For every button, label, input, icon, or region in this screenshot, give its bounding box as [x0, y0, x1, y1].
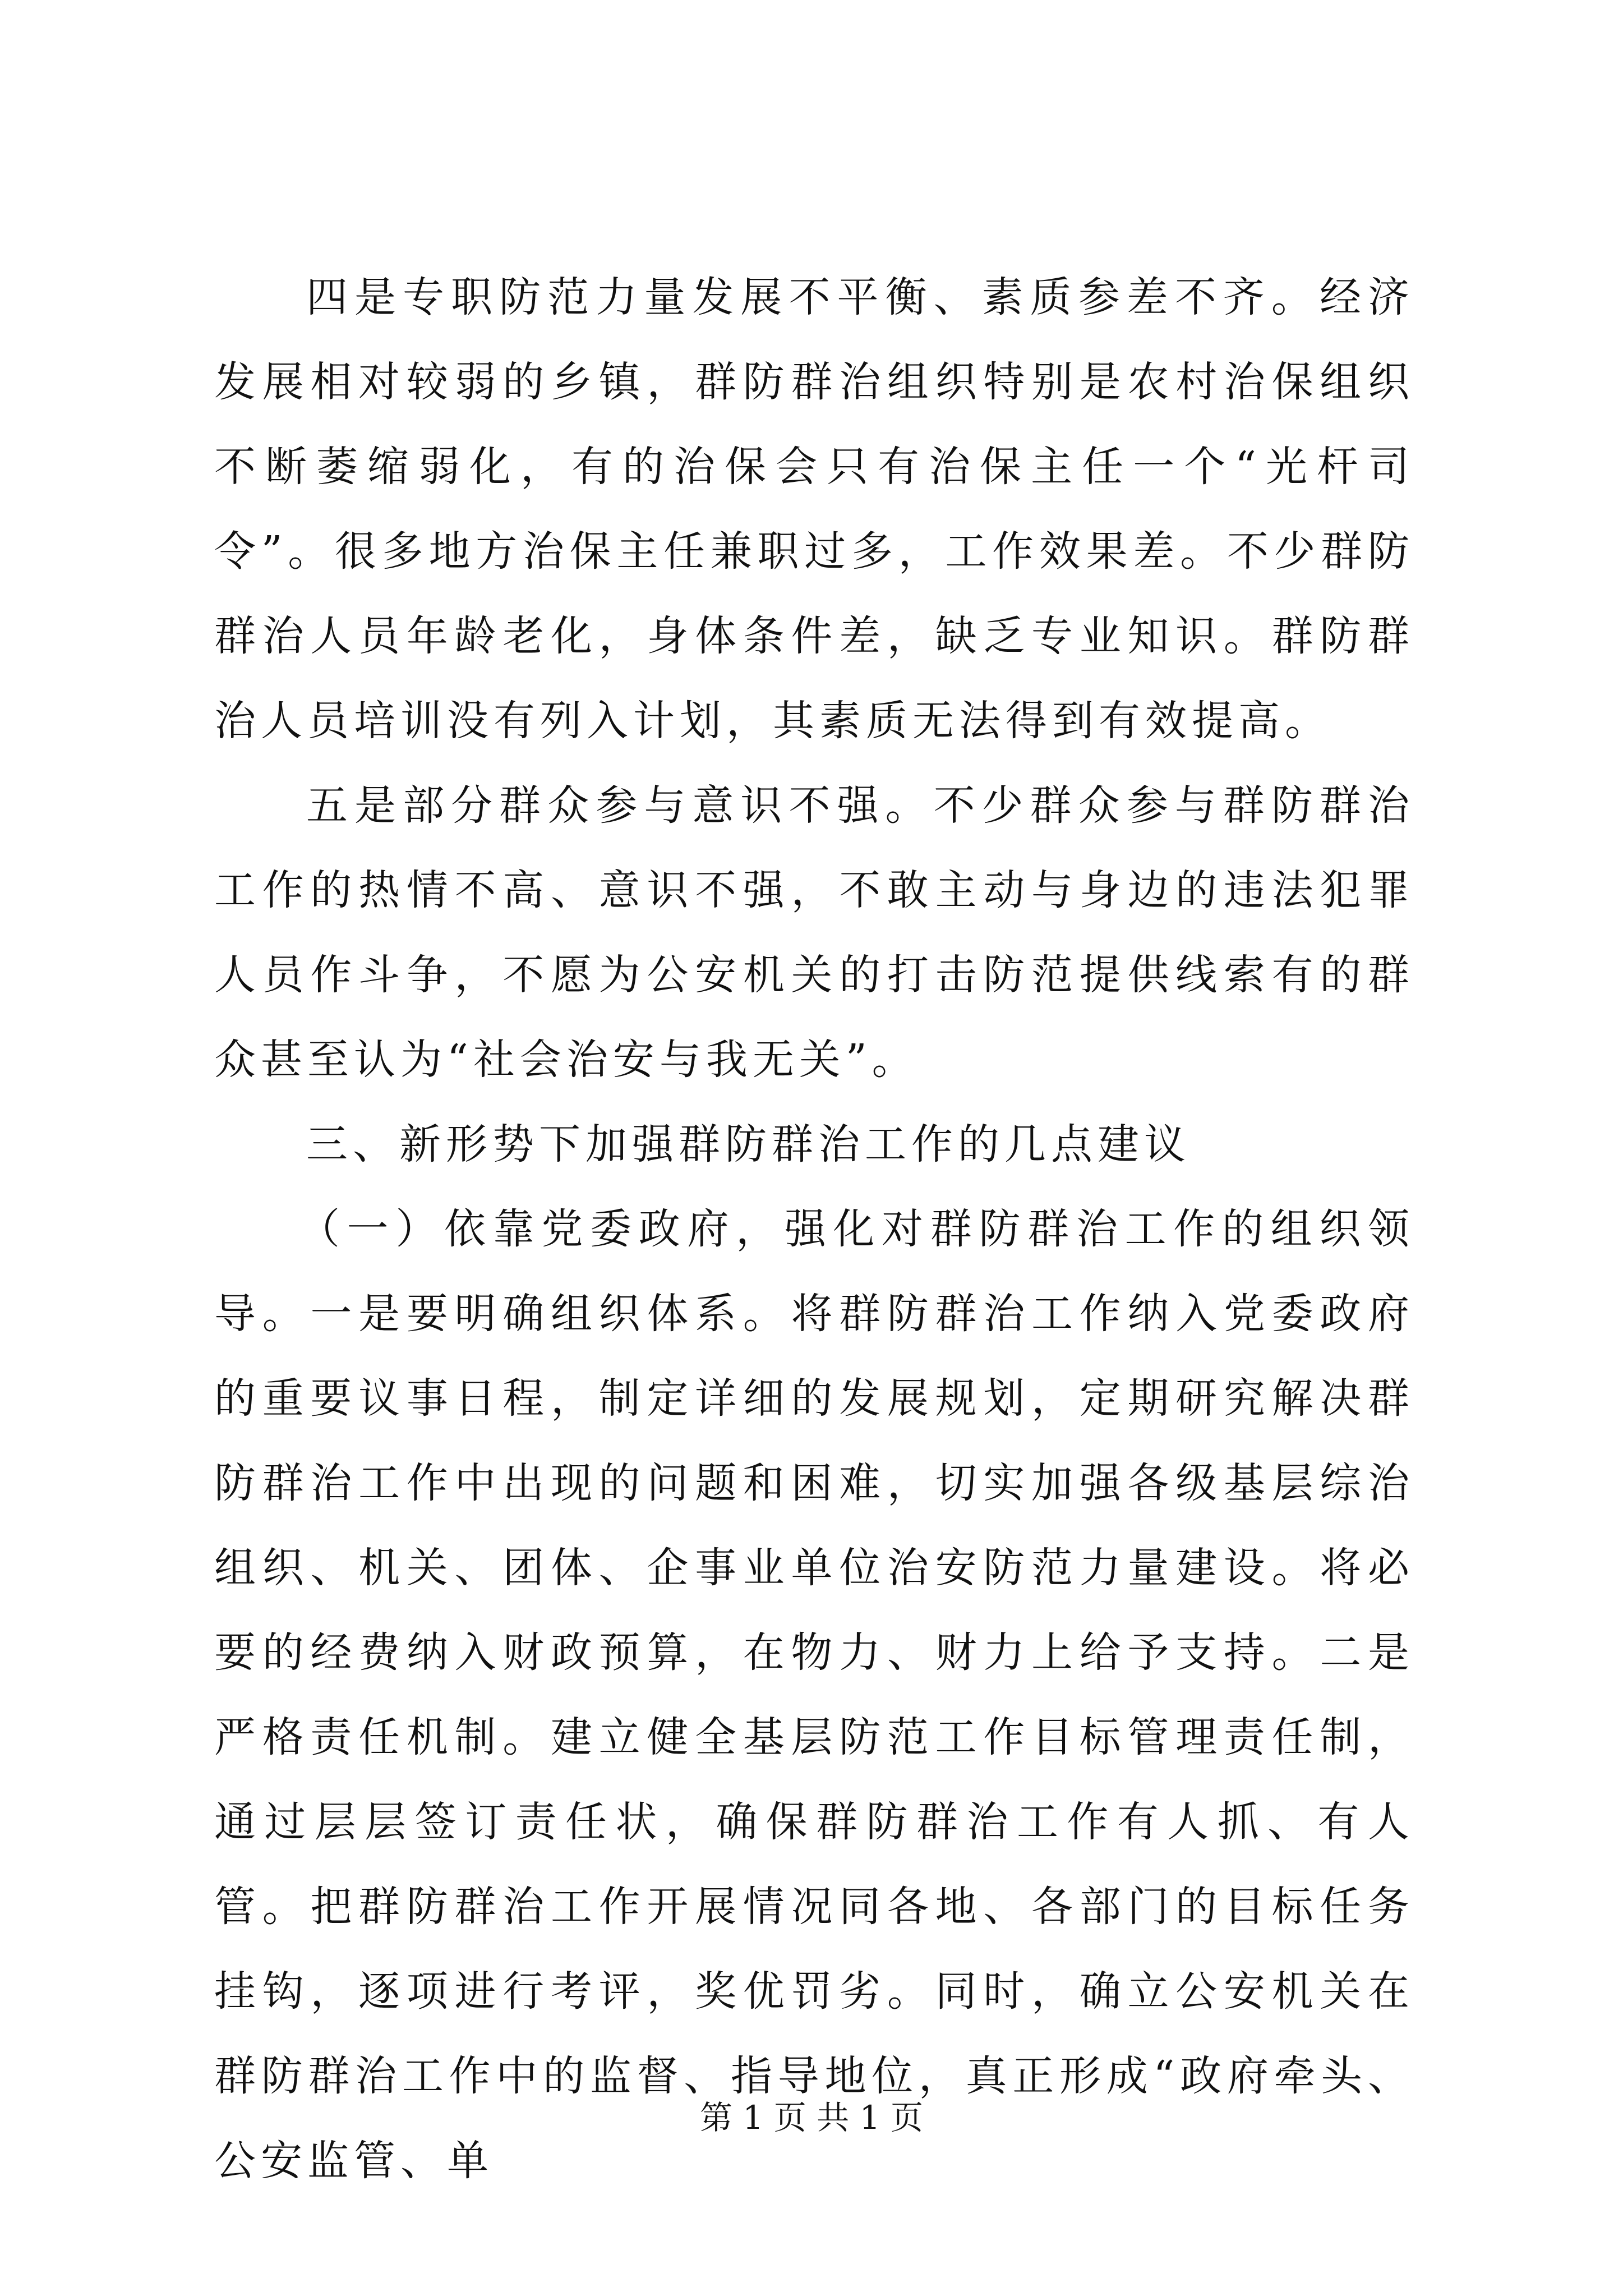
paragraph-five-public-participation: 五是部分群众参与意识不强。不少群众参与群防群治工作的热情不高、意识不强，不敢主动与身边的违法犯罪人员作斗争，不愿为公安机关的打击防范提供线索有的群众甚至认为“社会治安与我无关”。	[214, 781, 1414, 1084]
section-heading-suggestions: 三、新形势下加强群防群治工作的几点建议	[306, 1120, 1191, 1168]
page-footer: 第 1 页 共 1 页	[700, 2099, 923, 2137]
paragraph-four-weak-forces: 四是专职防范力量发展不平衡、素质参差不齐。经济发展相对较弱的乡镇，群防群治组织特别是农村治保组织不断萎缩弱化，有的治保会只有治保主任一个“光杆司令”。很多地方治保主任兼职过多，工作效果差。不少群防群治人员年龄老化，身体条件差，缺乏专业知识。群防群治人员培训没有列入计划，其素质无法得到有效提高。	[214, 273, 1414, 745]
document-body	[214, 255, 1414, 2203]
paragraph-suggestion-one: （一）依靠党委政府，强化对群防群治工作的组织领导。一是要明确组织体系。将群防群治工作纳入党委政府的重要议事日程，制定详细的发展规划，定期研究解决群防群治工作中出现的问题和困难，切实加强各级基层综治组织、机关、团体、企事业单位治安防范力量建设。将必要的经费纳入财政预算，在物力、财力上给予支持。二是严格责任机制。建立健全基层防范工作目标管理责任制，通过层层签订责任状，确保群防群治工作有人抓、有人管。把群防群治工作开展情况同各地、各部门的目标任务挂钩，逐项进行考评，奖优罚劣。同时，确立公安机关在群防群治工作中的监督、指导地位，真正形成“政府牵头、公安监管、单	[214, 1205, 1414, 2185]
